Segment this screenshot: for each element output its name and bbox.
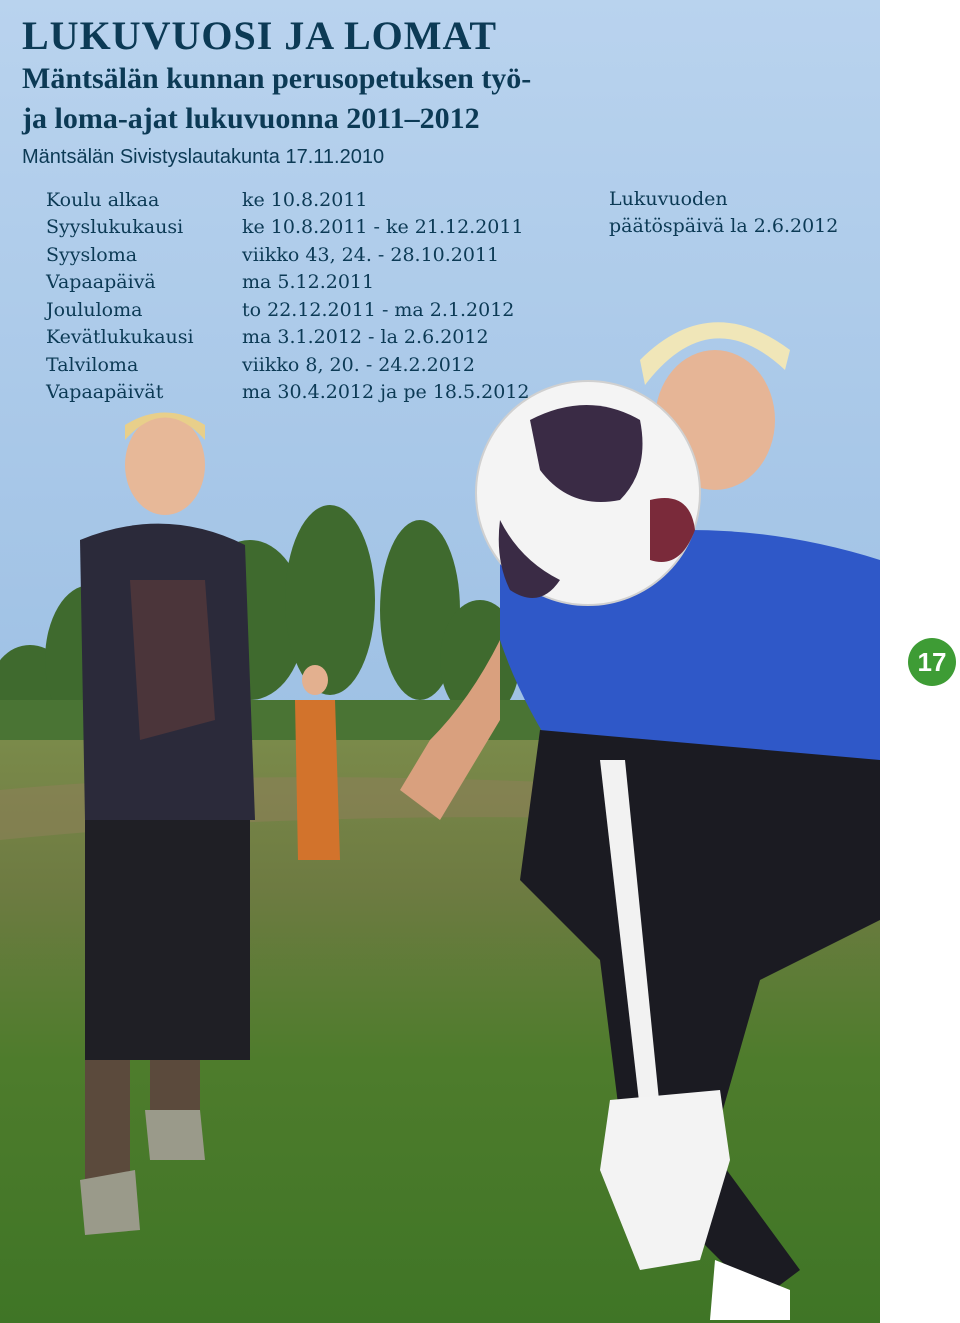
schedule-table <box>46 186 530 406</box>
final-day-line2: päätöspäivä la 2.6.2012 <box>609 215 839 237</box>
table-row <box>46 379 530 407</box>
schedule-label: Vapaapäivä <box>46 271 156 294</box>
subtitle-line1: Mäntsälän kunnan perusopetuksen työ- <box>22 62 532 95</box>
table-row <box>46 324 530 352</box>
header <box>22 14 872 169</box>
table-row <box>46 214 530 242</box>
table-row <box>46 351 530 379</box>
schedule-value: ma 5.12.2011 <box>242 271 375 294</box>
table-row <box>46 186 530 214</box>
schedule-value: ke 10.8.2011 - ke 21.12.2011 <box>242 216 524 239</box>
page-title: LUKUVUOSI JA LOMAT <box>22 13 498 58</box>
schedule-label: Syysloma <box>46 243 138 266</box>
schedule-value: ke 10.8.2011 <box>242 188 368 211</box>
schedule-value: to 22.12.2011 - ma 2.1.2012 <box>242 298 515 321</box>
table-row <box>46 269 530 297</box>
schedule-label: Koulu alkaa <box>46 188 160 211</box>
schedule-label: Talviloma <box>46 353 139 376</box>
schedule-value: ma 3.1.2012 - la 2.6.2012 <box>242 326 489 349</box>
final-day-note <box>609 186 838 240</box>
table-row <box>46 241 530 269</box>
final-day-line1: Lukuvuoden <box>609 188 728 210</box>
schedule-label: Vapaapäivät <box>46 381 164 404</box>
schedule-label: Kevätlukukausi <box>46 326 194 349</box>
table-row <box>46 296 530 324</box>
subtitle-line2: ja loma-ajat lukuvuonna 2011–2012 <box>22 102 480 135</box>
football <box>476 381 700 605</box>
board-decision: Mäntsälän Sivistyslautakunta 17.11.2010 <box>22 146 385 168</box>
schedule-value: viikko 8, 20. - 24.2.2012 <box>242 353 475 376</box>
page-number-badge: 17 <box>908 638 956 686</box>
schedule-label: Joululoma <box>46 298 143 321</box>
schedule-label: Syyslukukausi <box>46 216 184 239</box>
schedule-value: ma 30.4.2012 ja pe 18.5.2012 <box>242 381 530 404</box>
schedule-value: viikko 43, 24. - 28.10.2011 <box>242 243 500 266</box>
